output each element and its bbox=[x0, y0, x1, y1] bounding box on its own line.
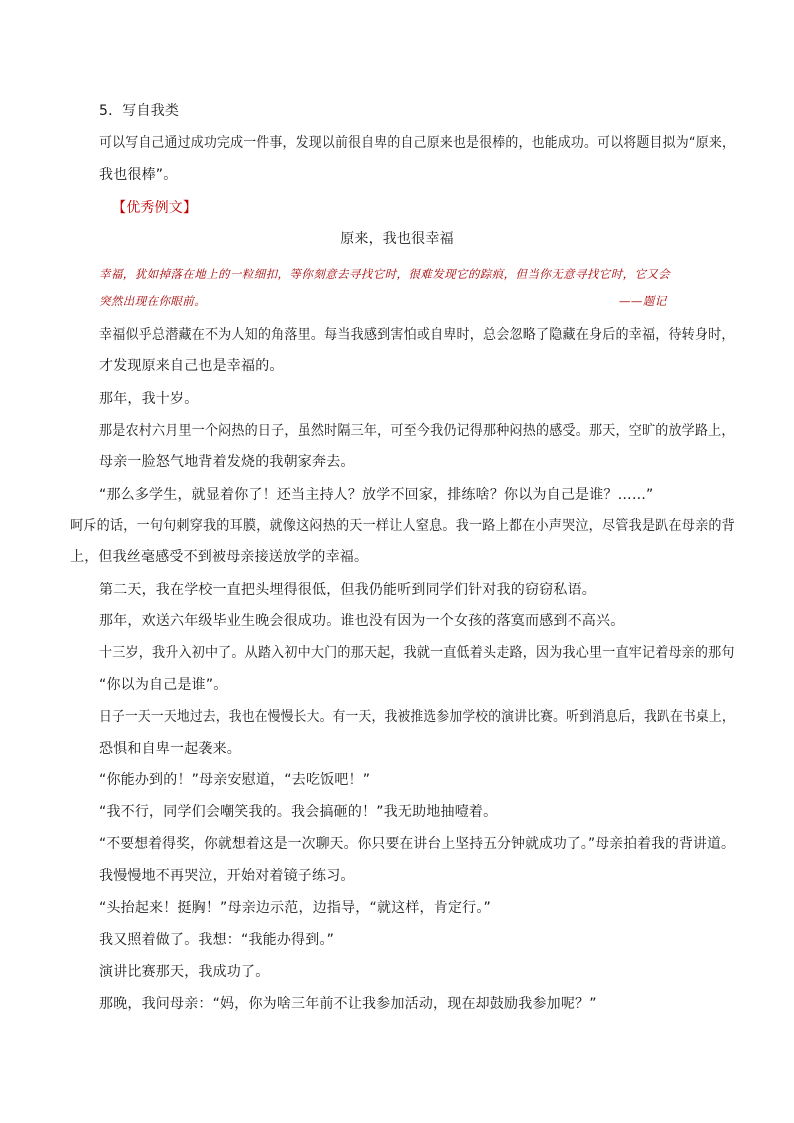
body-line: 那年，欢送六年级毕业生晚会很成功。谁也没有因为一个女孩的落寞而感到不高兴。 bbox=[99, 613, 625, 629]
body-line: “你以为自己是谁”。 bbox=[99, 677, 228, 693]
body-line: 日子一天一天地过去，我也在慢慢长大。有一天，我被推选参加学校的演讲比赛。听到消息后，我趴在书桌上， bbox=[99, 709, 735, 725]
body-line: “我不行，同学们会嘲笑我的。我会搞砸的！”我无助地抽噎着。 bbox=[99, 804, 498, 820]
essay-title: 原来，我也很幸福 bbox=[340, 231, 454, 247]
body-line: 那年，我十岁。 bbox=[99, 391, 199, 407]
body-line: “那么多学生，就显着你了！还当主持人？放学不回家，排练啥？你以为自己是谁？……” bbox=[99, 487, 654, 503]
body-line: 第二天，我在学校一直把头埋得很低，但我仍能听到同学们针对我的窃窃私语。 bbox=[99, 582, 596, 598]
body-line: 才发现原来自己也是幸福的。 bbox=[99, 358, 284, 374]
body-line: 呵斥的话，一句句刺穿我的耳膜，就像这闷热的天一样让人窒息。我一路上都在小声哭泣，尽管我是趴在母亲的背 bbox=[70, 518, 735, 534]
body-line: 母亲一脸怒气地背着发烧的我朝家奔去。 bbox=[99, 454, 355, 470]
body-line: “你能办到的！”母亲安慰道，“去吃饭吧！” bbox=[99, 772, 371, 788]
body-line: 我又照着做了。我想：“我能办得到。” bbox=[99, 932, 335, 948]
body-line: 上，但我丝毫感受不到被母亲接送放学的幸福。 bbox=[70, 549, 369, 565]
body-line: 恐惧和自卑一起袭来。 bbox=[99, 741, 241, 757]
example-label: 【优秀例文】 bbox=[112, 200, 198, 216]
body-line: 我慢慢地不再哭泣，开始对着镜子练习。 bbox=[99, 868, 355, 884]
body-line: 演讲比赛那天，我成功了。 bbox=[99, 964, 270, 980]
intro-line-2: 我也很棒”。 bbox=[99, 167, 178, 183]
body-line: “头抬起来！挺胸！”母亲边示范，边指导，“就这样，肯定行。” bbox=[99, 900, 492, 916]
epigraph-signature: ——题记 bbox=[619, 294, 667, 308]
body-line: “不要想着得奖，你就想着这是一次聊天。你只要在讲台上坚持五分钟就成功了。”母亲拍着我的背讲道。 bbox=[99, 836, 735, 852]
body-line: 十三岁，我升入初中了。从踏入初中大门的那天起，我就一直低着头走路，因为我心里一直牢记着母亲的那句 bbox=[99, 645, 735, 661]
intro-line-1: 可以写自己通过成功完成一件事，发现以前很自卑的自己原来也是很棒的，也能成功。可以将题目拟为“原来， bbox=[99, 135, 736, 151]
body-line: 幸福似乎总潜藏在不为人知的角落里。每当我感到害怕或自卑时，总会忽略了隐藏在身后的幸福，待转身时， bbox=[99, 327, 735, 343]
body-line: 那晚，我问母亲：“妈，你为啥三年前不让我参加活动，现在却鼓励我参加呢？” bbox=[99, 996, 597, 1012]
epigraph-line-1: 幸福，犹如掉落在地上的一粒细扣，等你刻意去寻找它时，很难发现它的踪痕，但当你无意寻找它时，它又会 bbox=[99, 267, 671, 281]
epigraph-line-2: 突然出现在你眼前。 bbox=[99, 294, 207, 308]
section-heading: 5．写自我类 bbox=[99, 103, 180, 119]
body-line: 那是农村六月里一个闷热的日子，虽然时隔三年，可至今我仍记得那种闷热的感受。那天，空旷的放学路上， bbox=[99, 423, 735, 439]
